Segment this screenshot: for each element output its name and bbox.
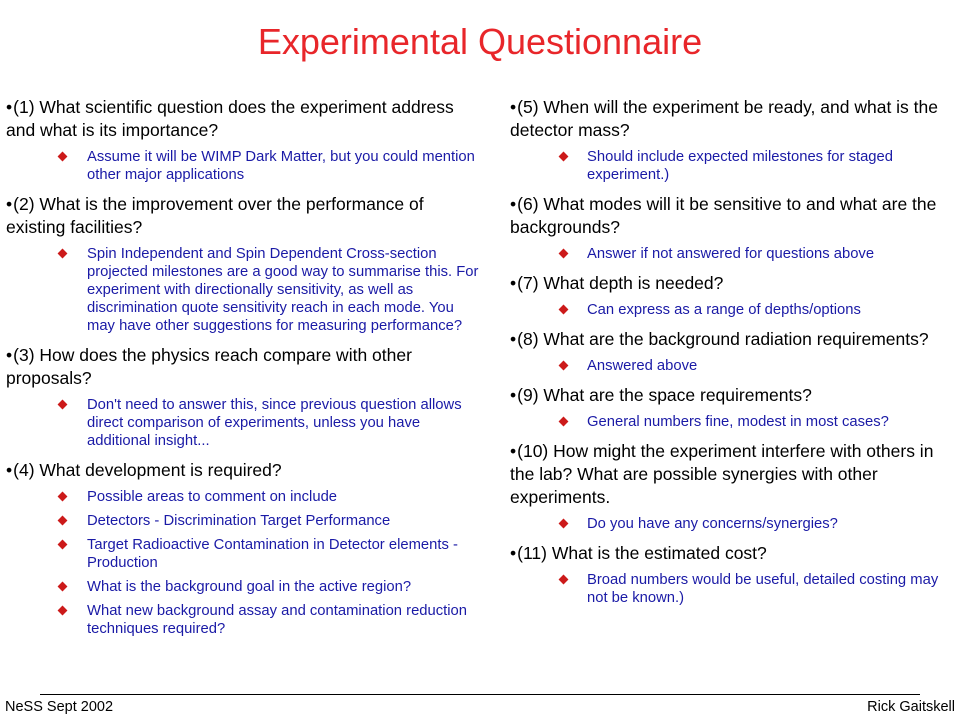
diamond-bullet-icon <box>58 152 68 162</box>
question-text: (11) What is the estimated cost? <box>517 543 767 563</box>
note-text: Do you have any concerns/synergies? <box>587 516 838 532</box>
slide-title: Experimental Questionnaire <box>257 21 703 62</box>
diamond-bullet-icon <box>559 361 569 371</box>
note-text: Broad numbers would be useful, detailed costing may not be known.) <box>587 572 939 606</box>
note-item <box>6 512 484 530</box>
diamond-bullet-icon <box>58 540 68 550</box>
diamond-bullet-icon <box>559 575 569 585</box>
diamond-bullet-icon <box>58 606 68 616</box>
note-item <box>6 245 484 335</box>
question-5 <box>510 96 956 142</box>
question-8 <box>510 328 956 351</box>
diamond-bullet-icon <box>58 492 68 502</box>
bullet-icon: • <box>6 194 13 214</box>
right-column <box>510 96 956 616</box>
note-text: Spin Independent and Spin Dependent Cross-section projected milestones are a good way to summarise this. For experiment with directionally sensitivity, as well as discrimination quote sensitivity reach in each mode. You may have other suggestions for measuring performance? <box>87 246 479 334</box>
question-text: (7) What depth is needed? <box>517 273 724 293</box>
bullet-icon: • <box>510 543 517 563</box>
footer-author: Rick Gaitskell <box>867 699 955 715</box>
note-item <box>6 488 484 506</box>
question-text: (4) What development is required? <box>13 460 282 480</box>
bullet-icon: • <box>6 460 13 480</box>
question-text: (9) What are the space requirements? <box>517 385 812 405</box>
bullet-icon: • <box>6 97 13 117</box>
question-4 <box>6 459 484 482</box>
note-item <box>510 571 956 607</box>
note-item <box>6 396 484 450</box>
diamond-bullet-icon <box>58 400 68 410</box>
diamond-bullet-icon <box>559 305 569 315</box>
note-text: Answer if not answered for questions above <box>587 246 875 262</box>
note-text: General numbers fine, modest in most cases? <box>587 414 889 430</box>
bullet-icon: • <box>510 385 517 405</box>
note-text: Don't need to answer this, since previous question allows direct comparison of experiments, unless you have additional insight... <box>87 397 462 449</box>
question-1 <box>6 96 484 142</box>
left-column <box>6 96 484 638</box>
question-text: (8) What are the background radiation requirements? <box>517 329 929 349</box>
note-item <box>6 578 484 596</box>
diamond-bullet-icon <box>58 582 68 592</box>
note-item <box>510 245 956 263</box>
note-text: Should include expected milestones for staged experiment.) <box>587 149 893 183</box>
question-text: (5) When will the experiment be ready, and what is the detector mass? <box>510 97 938 140</box>
question-9 <box>510 384 956 407</box>
bullet-icon: • <box>510 441 517 461</box>
note-item <box>6 536 484 572</box>
question-2 <box>6 193 484 239</box>
question-7 <box>510 272 956 295</box>
bullet-icon: • <box>510 194 517 214</box>
question-text: (6) What modes will it be sensitive to and what are the backgrounds? <box>510 194 937 237</box>
question-text: (3) How does the physics reach compare with other proposals? <box>6 345 412 388</box>
footer-event: NeSS Sept 2002 <box>5 699 114 715</box>
diamond-bullet-icon <box>58 249 68 259</box>
note-text: Possible areas to comment on include <box>87 489 338 505</box>
footer-divider <box>40 694 920 695</box>
question-11 <box>510 542 956 565</box>
note-item <box>510 515 956 533</box>
diamond-bullet-icon <box>559 249 569 259</box>
note-text: Can express as a range of depths/options <box>587 302 861 318</box>
note-text: What is the background goal in the active region? <box>87 579 412 595</box>
question-3 <box>6 344 484 390</box>
diamond-bullet-icon <box>559 519 569 529</box>
note-text: Target Radioactive Contamination in Detector elements - Production <box>87 537 458 571</box>
note-text: Assume it will be WIMP Dark Matter, but you could mention other major applications <box>87 149 475 183</box>
note-text: What new background assay and contamination reduction techniques required? <box>87 603 468 637</box>
question-6 <box>510 193 956 239</box>
note-item <box>510 148 956 184</box>
bullet-icon: • <box>510 97 517 117</box>
diamond-bullet-icon <box>559 417 569 427</box>
note-item <box>6 602 484 638</box>
diamond-bullet-icon <box>559 152 569 162</box>
question-10 <box>510 440 956 509</box>
question-text: (2) What is the improvement over the performance of existing facilities? <box>6 194 424 237</box>
question-text: (10) How might the experiment interfere with others in the lab? What are possible synergies with other experiments. <box>510 441 934 507</box>
bullet-icon: • <box>6 345 13 365</box>
note-item <box>510 413 956 431</box>
note-text: Answered above <box>587 358 698 374</box>
question-text: (1) What scientific question does the experiment address and what is its importance? <box>6 97 454 140</box>
note-text: Detectors - Discrimination Target Performance <box>87 513 391 529</box>
bullet-icon: • <box>510 329 517 349</box>
diamond-bullet-icon <box>58 516 68 526</box>
note-item <box>510 357 956 375</box>
bullet-icon: • <box>510 273 517 293</box>
note-item <box>6 148 484 184</box>
note-item <box>510 301 956 319</box>
